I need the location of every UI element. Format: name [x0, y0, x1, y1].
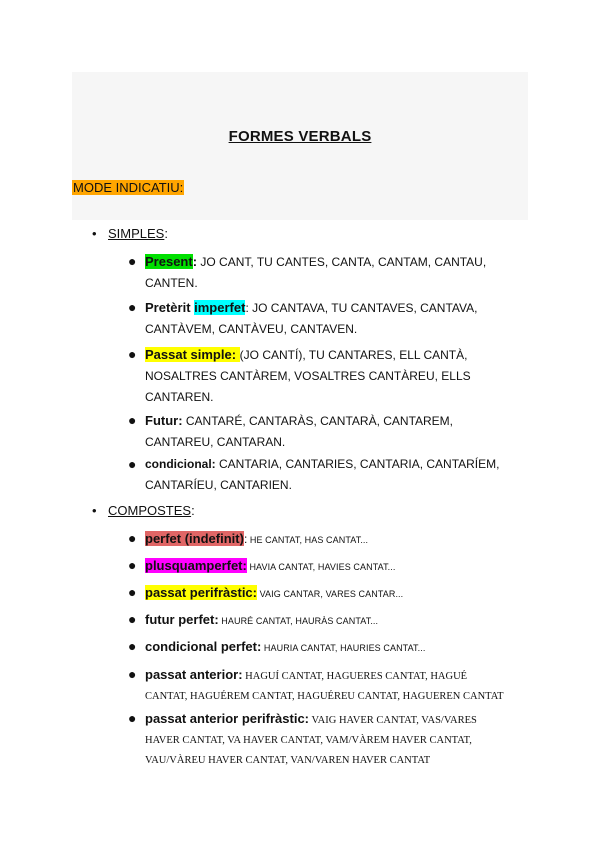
- forms-text: CANTARÉ, CANTARÀS, CANTARÀ, CANTAREM, CANTAREU, CANTARAN.: [145, 414, 454, 449]
- list-item-passat-perifrastic: [128, 582, 508, 605]
- term-sep: :: [192, 254, 198, 269]
- forms-text: (JO CANTÍ), TU CANTARES, ELL CANTÀ, NOSALTRES CANTÀREM, VOSALTRES CANTÀREU, ELLS CANTAREN.: [145, 348, 471, 404]
- bullet-icon: ●: [128, 584, 137, 600]
- list-item-futur-perfet: [128, 609, 508, 632]
- header-band: [72, 72, 528, 220]
- term-passat-perifrastic: passat perifràstic:: [145, 585, 257, 600]
- list-item-perfet: [128, 528, 508, 551]
- forms-text: CANTARIA, CANTARIES, CANTARIA, CANTARÍEM, CANTARÍEU, CANTARIEN.: [145, 457, 500, 492]
- bullet-icon: ●: [128, 557, 137, 573]
- list-item-futur: [128, 410, 508, 453]
- forms-text: HAVIA CANTAT, HAVIES CANTAT...: [246, 562, 396, 572]
- bullet-icon: ●: [128, 346, 137, 362]
- bullet-icon: ●: [128, 710, 137, 726]
- term-preterit: Pretèrit: [145, 300, 195, 315]
- list-item-passat-anterior-perifrastic: [128, 709, 508, 770]
- bullet-icon: ●: [128, 456, 137, 472]
- term-perfet: perfet (indefinit): [145, 531, 244, 546]
- term-imperfet: imperfet: [194, 300, 246, 315]
- forms-text: VAIG CANTAR, VARES CANTAR...: [257, 589, 404, 599]
- list-item-condicional-perfet: [128, 636, 508, 659]
- bullet-icon: ●: [128, 666, 137, 682]
- bullet-icon: ●: [128, 530, 137, 546]
- bullet-icon: ●: [128, 253, 137, 269]
- forms-text: HE CANTAT, HAS CANTAT...: [247, 535, 369, 545]
- list-item-passat-anterior: [128, 665, 508, 706]
- list-item-present: [128, 251, 508, 294]
- list-item-plusquamperfet: [128, 555, 508, 578]
- term-futur: Futur:: [145, 413, 183, 428]
- term-passat-anterior-perifrastic: passat anterior perifràstic:: [145, 711, 310, 726]
- section-colon: :: [164, 226, 168, 241]
- section-colon: :: [191, 503, 195, 518]
- bullet-icon: ●: [128, 611, 137, 627]
- term-sep: :: [245, 301, 249, 315]
- list-item-condicional: [128, 454, 508, 496]
- mode-heading: MODE INDICATIU:: [73, 180, 184, 195]
- bullet-icon: •: [92, 226, 97, 241]
- forms-text: HAGUÍ CANTAT, HAGUERES CANTAT, HAGUÉ CANTAT, HAGUÉREM CANTAT, HAGUÉREU CANTAT, HAGUEREN CANTAT: [145, 671, 504, 702]
- section-label-simples: SIMPLES: [108, 226, 165, 241]
- list-item-preterit-imperfet: [128, 297, 508, 340]
- term-plusquamperfet: plusquamperfet:: [145, 558, 247, 573]
- term-passat-anterior: passat anterior:: [145, 667, 243, 682]
- list-item-passat-simple: [128, 344, 508, 408]
- term-present: Present: [145, 254, 193, 269]
- forms-text: HAURÉ CANTAT, HAURÀS CANTAT...: [218, 616, 379, 626]
- bullet-icon: ●: [128, 412, 137, 428]
- term-futur-perfet: futur perfet:: [145, 612, 219, 627]
- forms-text: JO CANTAVA, TU CANTAVES, CANTAVA, CANTÀVEM, CANTÀVEU, CANTAVEN.: [145, 301, 478, 336]
- term-passat-simple: Passat simple:: [145, 347, 240, 362]
- forms-text: VAIG HAVER CANTAT, VAS/VARES HAVER CANTAT, VA HAVER CANTAT, VAM/VÀREM HAVER CANTAT, VAU/VÀREU HAVER CANTAT, VAN/VAREN HAVER CANTAT: [145, 715, 477, 766]
- term-sep: :: [243, 532, 248, 546]
- bullet-icon: ●: [128, 638, 137, 654]
- term-condicional: condicional:: [145, 457, 216, 471]
- bullet-icon: ●: [128, 299, 137, 315]
- term-condicional-perfet: condicional perfet:: [145, 639, 262, 654]
- section-label-compostes: COMPOSTES: [108, 503, 192, 518]
- forms-text: HAURIA CANTAT, HAURIES CANTAT...: [261, 643, 426, 653]
- forms-text: JO CANT, TU CANTES, CANTA, CANTAM, CANTAU, CANTEN.: [145, 255, 487, 290]
- bullet-icon: •: [92, 503, 97, 518]
- document-title: FORMES VERBALS: [228, 128, 372, 145]
